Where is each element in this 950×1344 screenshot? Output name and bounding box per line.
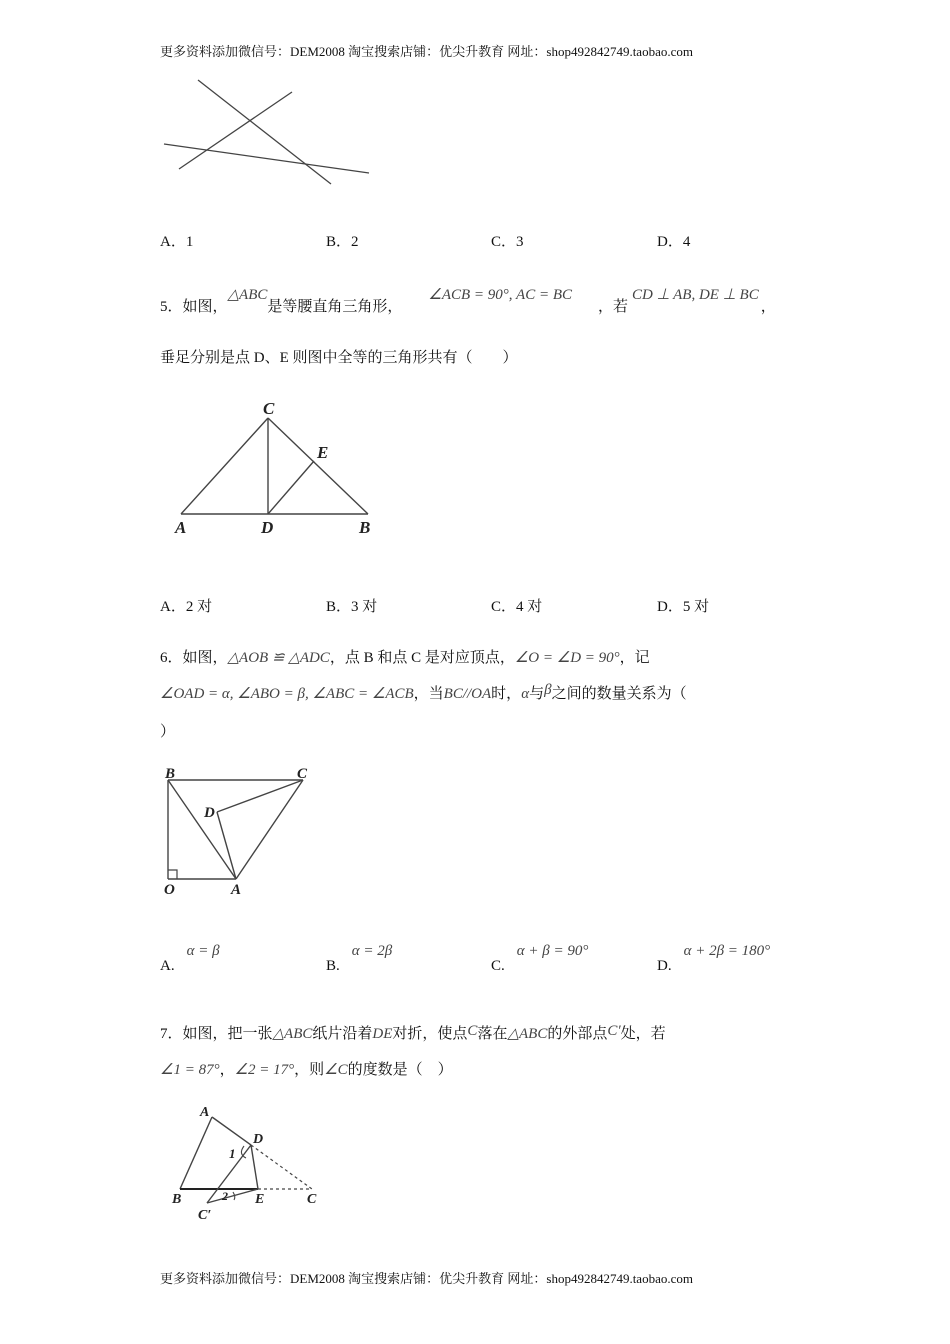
q5-option-d: D．5 对	[657, 599, 710, 615]
page-header: 更多资料添加微信号：DEM2008 淘宝搜索店铺：优尖升教育 网址：shop492842749.taobao.com	[160, 44, 693, 59]
q5-figure-triangle	[160, 390, 400, 540]
svg-text:2: 2	[222, 1189, 228, 1203]
q5-option-a: A．2 对	[160, 599, 213, 615]
q6-stem-line2: ∠OAD = α, ∠ABO = β, ∠ABC = ∠ACB，当BC//OA时，α与β之间的数量关系为（	[160, 682, 687, 702]
q6-stem-line1: 6．如图，△AOB ≌ △ADC，点 B 和点 C 是对应顶点，∠O = ∠D = 90°，记	[160, 650, 650, 666]
svg-text:C′: C′	[198, 1208, 212, 1223]
q6-stem-line3: ）	[160, 724, 176, 740]
q7-stem-line2: ∠1 = 87°，∠2 = 17°，则∠C的度数是（ ）	[160, 1062, 453, 1078]
svg-text:C: C	[263, 399, 275, 418]
q6-option-b: B.α = 2β	[326, 943, 393, 974]
svg-text:B: B	[359, 518, 371, 537]
q5-option-b: B．3 对	[326, 599, 378, 615]
q5-stem-line2: 垂足分别是点 D、E 则图中全等的三角形共有（ ）	[160, 350, 518, 366]
q4-option-d: D．4	[657, 234, 691, 250]
svg-text:D: D	[261, 518, 274, 537]
q6-option-c: C.α + β = 90°	[491, 943, 589, 974]
q6-option-a: A.α = β	[160, 943, 220, 974]
svg-text:O: O	[164, 882, 175, 898]
svg-text:A: A	[175, 518, 187, 537]
svg-text:C: C	[307, 1192, 317, 1207]
svg-text:A: A	[231, 882, 242, 898]
svg-text:C: C	[297, 766, 308, 782]
page-footer: 更多资料添加微信号：DEM2008 淘宝搜索店铺：优尖升教育 网址：shop492842749.taobao.com	[160, 1271, 693, 1286]
q6-option-d: D.α + 2β = 180°	[657, 943, 771, 974]
q4-option-b: B．2	[326, 234, 359, 250]
svg-text:D: D	[253, 1132, 264, 1147]
q4-option-c: C．3	[491, 234, 524, 250]
svg-text:1: 1	[229, 1146, 236, 1161]
svg-text:E: E	[317, 443, 329, 462]
q5-stem-line1: 5．如图，△ABC是等腰直角三角形，∠ACB = 90°, AC = BC，若CD ⊥ AB, DE ⊥ BC，	[160, 287, 776, 315]
q7-stem-line1: 7．如图，把一张△ABC纸片沿着DE对折，使点C落在△ABC的外部点C′处，若	[160, 1023, 666, 1042]
q4-option-a: A．1	[160, 234, 194, 250]
q6-figure-quadrilateral	[155, 760, 325, 900]
svg-text:B: B	[165, 766, 176, 782]
svg-text:D: D	[204, 805, 215, 821]
q5-option-c: C．4 对	[491, 599, 543, 615]
svg-text:E: E	[255, 1192, 265, 1207]
svg-text:A: A	[200, 1105, 210, 1120]
q7-figure-fold	[160, 1100, 330, 1225]
svg-text:B: B	[172, 1192, 182, 1207]
q4-figure-lines	[150, 70, 400, 200]
